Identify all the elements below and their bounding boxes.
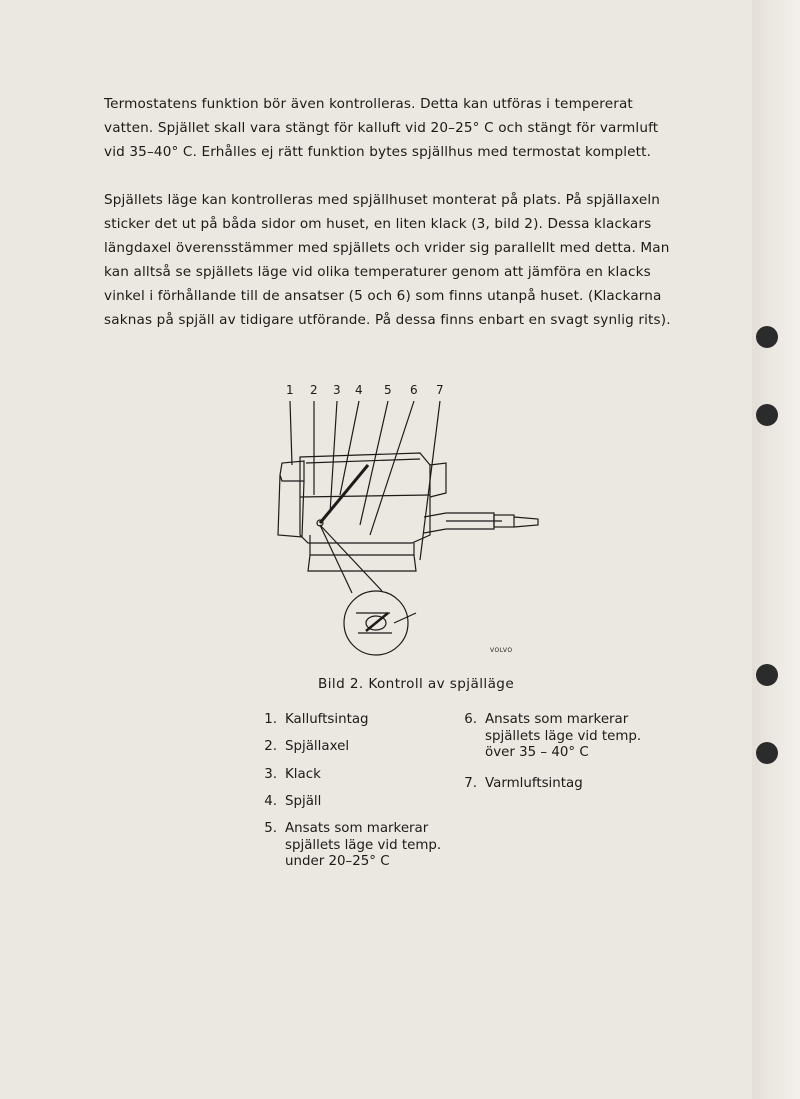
legend-text: Spjäll: [285, 794, 322, 809]
callout-number-3: 3: [333, 383, 341, 397]
paragraph-damper-position: Spjällets läge kan kontrolleras med spjällhuset monterat på plats. På spjällaxeln sticker det ut på båda sidor om huset, en liten klack (3, bild 2). Dessa klackars längdaxel överensstämmer med spjällets och vrider sig parallellt med detta. Man kan alltså se spjällets läge vid olika temperaturer genom att jämföra en klacks vinkel i förhållande till de ansatser (5 och 6) som finns utanpå huset. (Klackarna saknas på spjäll av tidigare utförande. På dessa finns enbart en svagt synlig rits).: [104, 192, 671, 328]
callout-number-6: 6: [410, 383, 418, 397]
callout-number-1: 1: [286, 383, 294, 397]
legend-num: 1.: [264, 712, 277, 727]
damper-housing-drawing: [270, 385, 550, 675]
callout-number-5: 5: [384, 383, 392, 397]
callout-number-7: 7: [436, 383, 444, 397]
legend-num: 3.: [264, 767, 277, 782]
legend-text: Kalluftsintag: [285, 712, 369, 727]
legend-num: 4.: [264, 794, 277, 809]
legend-text: Ansats som markerar spjällets läge vid temp. under 20–25° C: [285, 821, 442, 869]
figure-caption: Bild 2. Kontroll av spjälläge: [318, 676, 515, 692]
legend-num: 6.: [464, 712, 477, 727]
legend-text: Ansats som markerar spjällets läge vid temp. över 35 – 40° C: [485, 712, 642, 760]
callout-number-4: 4: [355, 383, 363, 397]
binder-hole-4: [756, 742, 778, 764]
volvo-mark: VOLVO: [490, 647, 513, 654]
callout-number-2: 2: [310, 383, 318, 397]
legend-num: 2.: [264, 739, 277, 754]
binder-hole-3: [756, 664, 778, 686]
figure-damper-housing: [270, 385, 550, 675]
legend-text: Spjällaxel: [285, 739, 350, 754]
paper-edge: [752, 0, 800, 1099]
binder-hole-2: [756, 404, 778, 426]
legend-text: Klack: [285, 767, 321, 782]
legend-text: Varmluftsintag: [485, 776, 583, 791]
legend-num: 7.: [464, 776, 477, 791]
legend-num: 5.: [264, 821, 277, 836]
paragraph-thermostat-check: Termostatens funktion bör även kontrolleras. Detta kan utföras i tempererat vatten. Spjället skall vara stängt för kalluft vid 20–25° C och stängt för varmluft vid 35–40° C. Erhålles ej rätt funktion bytes spjällhus med termostat komplett.: [104, 96, 659, 160]
binder-hole-1: [756, 326, 778, 348]
